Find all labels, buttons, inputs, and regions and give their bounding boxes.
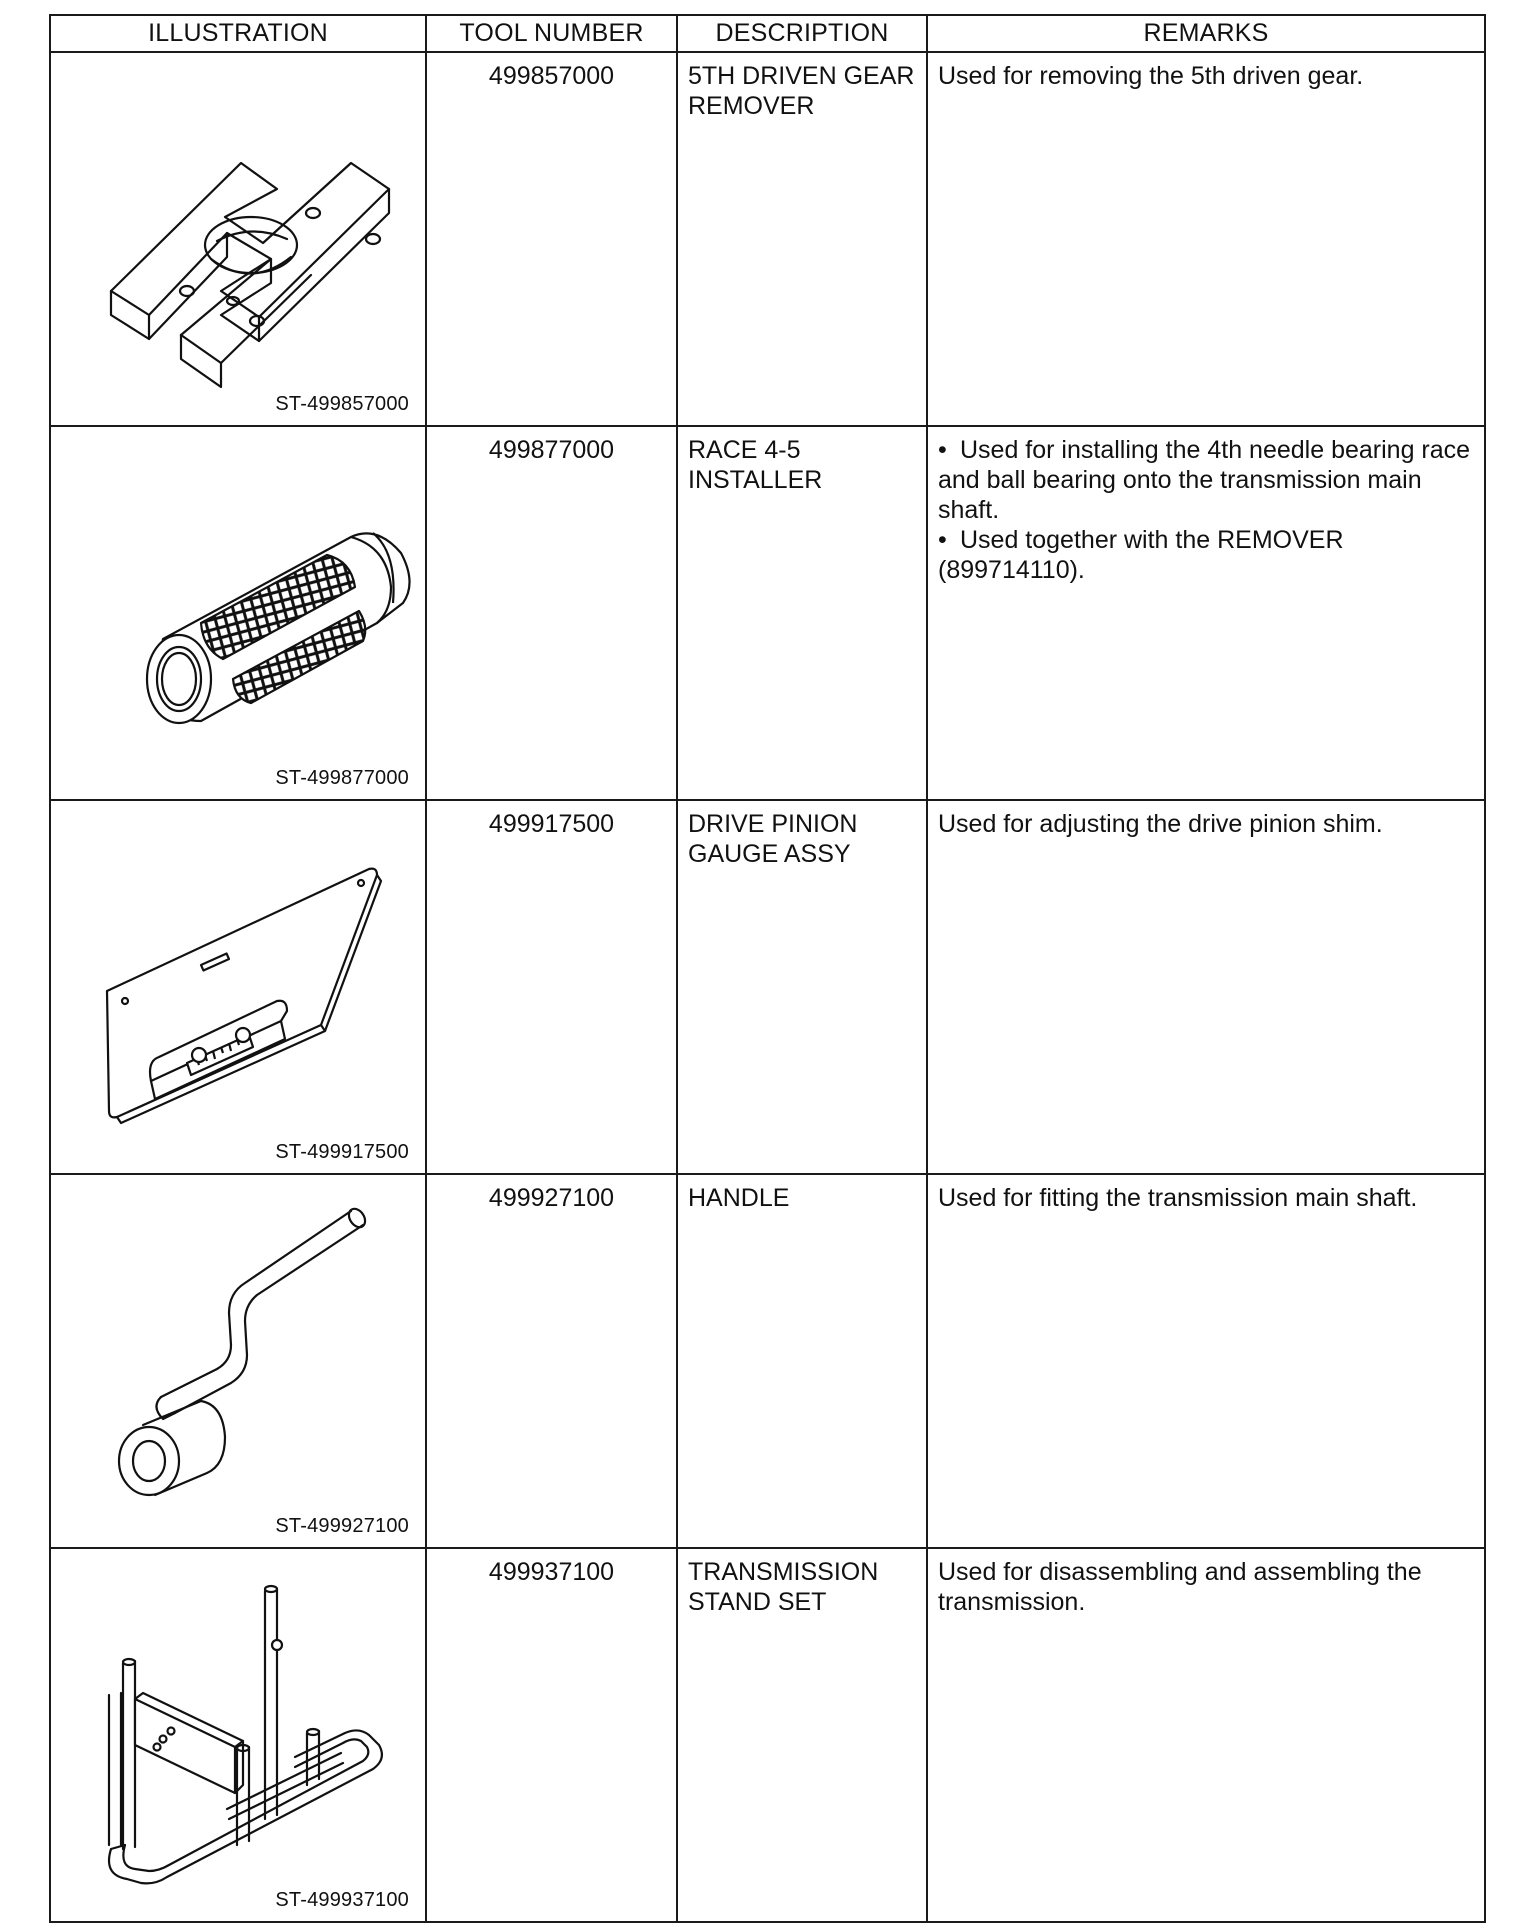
- table-header-row: [50, 15, 1485, 52]
- description-cell: [677, 800, 927, 1174]
- tool-remarks: Used for disassembling and assembling the transmission.: [938, 1558, 1422, 1616]
- tool-number-cell: [426, 52, 677, 426]
- tool-number: 499857000: [488, 62, 615, 90]
- remarks-cell: [927, 52, 1485, 426]
- illustration-code: ST-499857000: [275, 393, 409, 415]
- header-remarks: REMARKS: [927, 15, 1485, 52]
- illustration-code: ST-499937100: [275, 1889, 409, 1911]
- remarks-bullet-text: Used for installing the 4th needle bearing race and ball bearing onto the transmission main shaft.: [938, 436, 1471, 524]
- transmission-stand-icon: [51, 1549, 427, 1889]
- race-installer-icon: [51, 427, 427, 767]
- remarks-cell: [927, 1174, 1485, 1548]
- pinion-gauge-icon: [51, 801, 427, 1141]
- table-row: [50, 1548, 1485, 1922]
- remarks-bullet-item: [938, 435, 1474, 525]
- tool-number-cell: [426, 426, 677, 800]
- tool-description: TRANSMISSION STAND SET: [688, 1558, 879, 1616]
- tool-description: DRIVE PINION GAUGE ASSY: [688, 810, 858, 868]
- tool-number: 499927100: [488, 1184, 615, 1212]
- table-row: [50, 800, 1485, 1174]
- table-row: [50, 426, 1485, 800]
- description-cell: [677, 426, 927, 800]
- illustration-cell: [50, 1174, 426, 1548]
- tool-remarks: Used for adjusting the drive pinion shim.: [938, 810, 1383, 838]
- tool-number-cell: [426, 800, 677, 1174]
- illustration-code: ST-499917500: [275, 1141, 409, 1163]
- remarks-cell: [927, 800, 1485, 1174]
- tool-description: HANDLE: [688, 1184, 790, 1212]
- tool-number-cell: [426, 1548, 677, 1922]
- handle-icon: [51, 1175, 427, 1515]
- table-row: [50, 52, 1485, 426]
- remarks-bullet-text: Used together with the REMOVER (899714110).: [938, 526, 1344, 584]
- description-cell: [677, 52, 927, 426]
- tool-remarks: Used for fitting the transmission main shaft.: [938, 1184, 1418, 1212]
- table-row: [50, 1174, 1485, 1548]
- description-cell: [677, 1548, 927, 1922]
- tool-description: 5TH DRIVEN GEAR REMOVER: [688, 62, 915, 120]
- remarks-bullet-item: [938, 525, 1474, 585]
- tool-remarks: Used for removing the 5th driven gear.: [938, 62, 1364, 90]
- illustration-cell: [50, 1548, 426, 1922]
- gear-remover-icon: [51, 53, 427, 393]
- illustration-cell: [50, 800, 426, 1174]
- illustration-cell: [50, 52, 426, 426]
- illustration-code: ST-499877000: [275, 767, 409, 789]
- tool-number-cell: [426, 1174, 677, 1548]
- bullet-icon: •: [938, 526, 947, 554]
- description-cell: [677, 1174, 927, 1548]
- header-tool-number: TOOL NUMBER: [426, 15, 677, 52]
- header-illustration: ILLUSTRATION: [50, 15, 426, 52]
- remarks-cell: [927, 426, 1485, 800]
- tool-number: 499937100: [488, 1558, 615, 1586]
- header-description: DESCRIPTION: [677, 15, 927, 52]
- tool-description: RACE 4-5 INSTALLER: [688, 436, 823, 494]
- tool-number: 499917500: [488, 810, 615, 838]
- bullet-icon: •: [938, 436, 947, 464]
- remarks-cell: [927, 1548, 1485, 1922]
- special-tools-table: [49, 14, 1486, 1923]
- illustration-code: ST-499927100: [275, 1515, 409, 1537]
- tool-number: 499877000: [488, 436, 615, 464]
- illustration-cell: [50, 426, 426, 800]
